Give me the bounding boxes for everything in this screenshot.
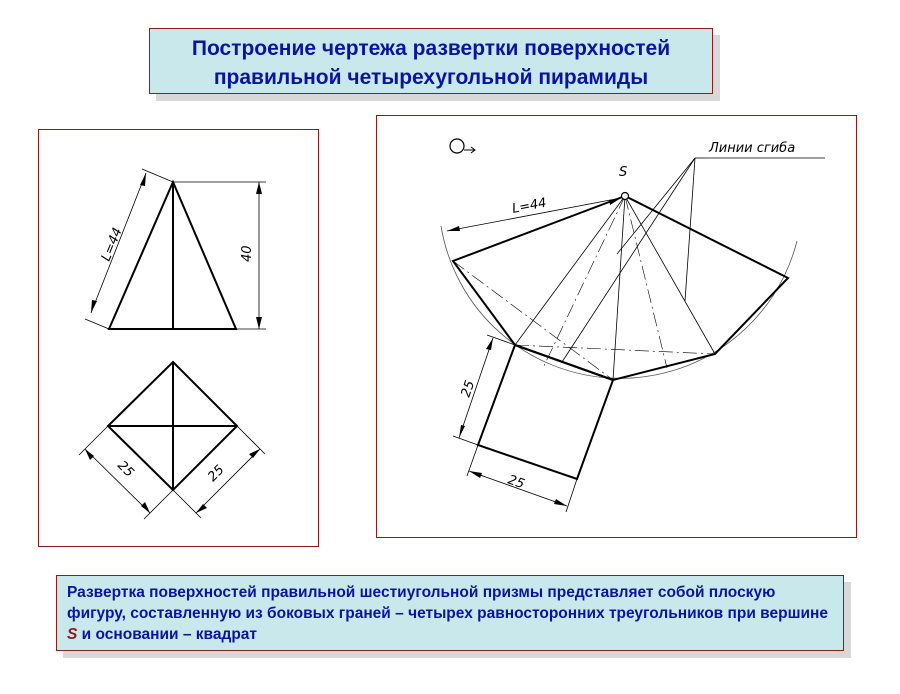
development-panel: [376, 115, 857, 538]
square-dim-2-label: 25: [505, 472, 527, 493]
square-dim-1-label: 25: [458, 378, 479, 400]
top-dim-left-extension-1: [79, 426, 108, 455]
top-dim-right-extension-2: [173, 490, 201, 518]
square-dim-2-arrow-right: [554, 499, 567, 506]
top-dim-left-extension-2: [144, 490, 173, 519]
square-dim-1-arrow-bottom: [459, 425, 465, 438]
front-slant-dim-label: L=44: [98, 225, 126, 264]
slant-extension-top: [142, 169, 173, 182]
top-dim-left-arrow-1: [85, 449, 94, 460]
title-box: [149, 28, 713, 94]
development-arc: [441, 226, 797, 378]
square-dim-2-arrow-left: [469, 471, 482, 478]
square-dim-1-extension-bottom: [453, 436, 478, 445]
orthographic-views-drawing: [39, 130, 318, 546]
apex-point: [622, 193, 629, 200]
fold-line-2: [613, 196, 625, 380]
rotation-symbol-icon: [450, 139, 464, 153]
orthographic-views-panel: [38, 129, 319, 547]
square-dim-2-extension-left: [467, 445, 478, 476]
apex-label: S: [619, 165, 628, 180]
slant-arrow-top: [140, 173, 146, 186]
description-text-after: и основании – квадрат: [77, 626, 258, 643]
slant-extension-bottom: [85, 319, 109, 329]
square-dim-2-extension-right: [566, 479, 577, 512]
title-line-2: правильной четырехугольной пирамиды: [213, 66, 649, 89]
fold-lines-label: Линии сгиба: [709, 141, 796, 156]
fold-leader-1: [562, 158, 695, 362]
title-line-1: Построение чертежа развертки поверхностей: [191, 37, 671, 60]
development-drawing: [377, 116, 856, 537]
square-dim-1-arrow-top: [486, 338, 493, 350]
height-arrow-bottom: [256, 317, 262, 329]
fold-line-1: [515, 196, 625, 345]
description-text-before: Развертка поверхностей правильной шестиугольной призмы представляет собой плоскую фигуру, составленную из боковых граней – четырех равносторонних треугольников при вершине: [67, 584, 829, 622]
description-box: [56, 575, 844, 651]
dev-slant-arrow-left: [447, 226, 460, 231]
description-vertex: S: [67, 626, 78, 643]
top-dim-right-arrow-1: [249, 449, 260, 458]
dev-slant-dim-label: L=44: [510, 195, 548, 217]
height-arrow-top: [256, 182, 262, 194]
development-outline: [453, 196, 788, 380]
top-dim-right-label: 25: [205, 462, 228, 485]
front-height-dim-label: 40: [240, 245, 255, 262]
top-dim-right-extension-1: [237, 426, 265, 454]
top-dim-left-arrow-2: [141, 502, 150, 513]
top-dim-left-label: 25: [114, 458, 137, 481]
slant-arrow-bottom: [91, 300, 97, 313]
fold-leader-2: [617, 158, 695, 254]
top-dim-right-arrow-2: [196, 504, 207, 513]
construction-line-2: [625, 196, 667, 368]
